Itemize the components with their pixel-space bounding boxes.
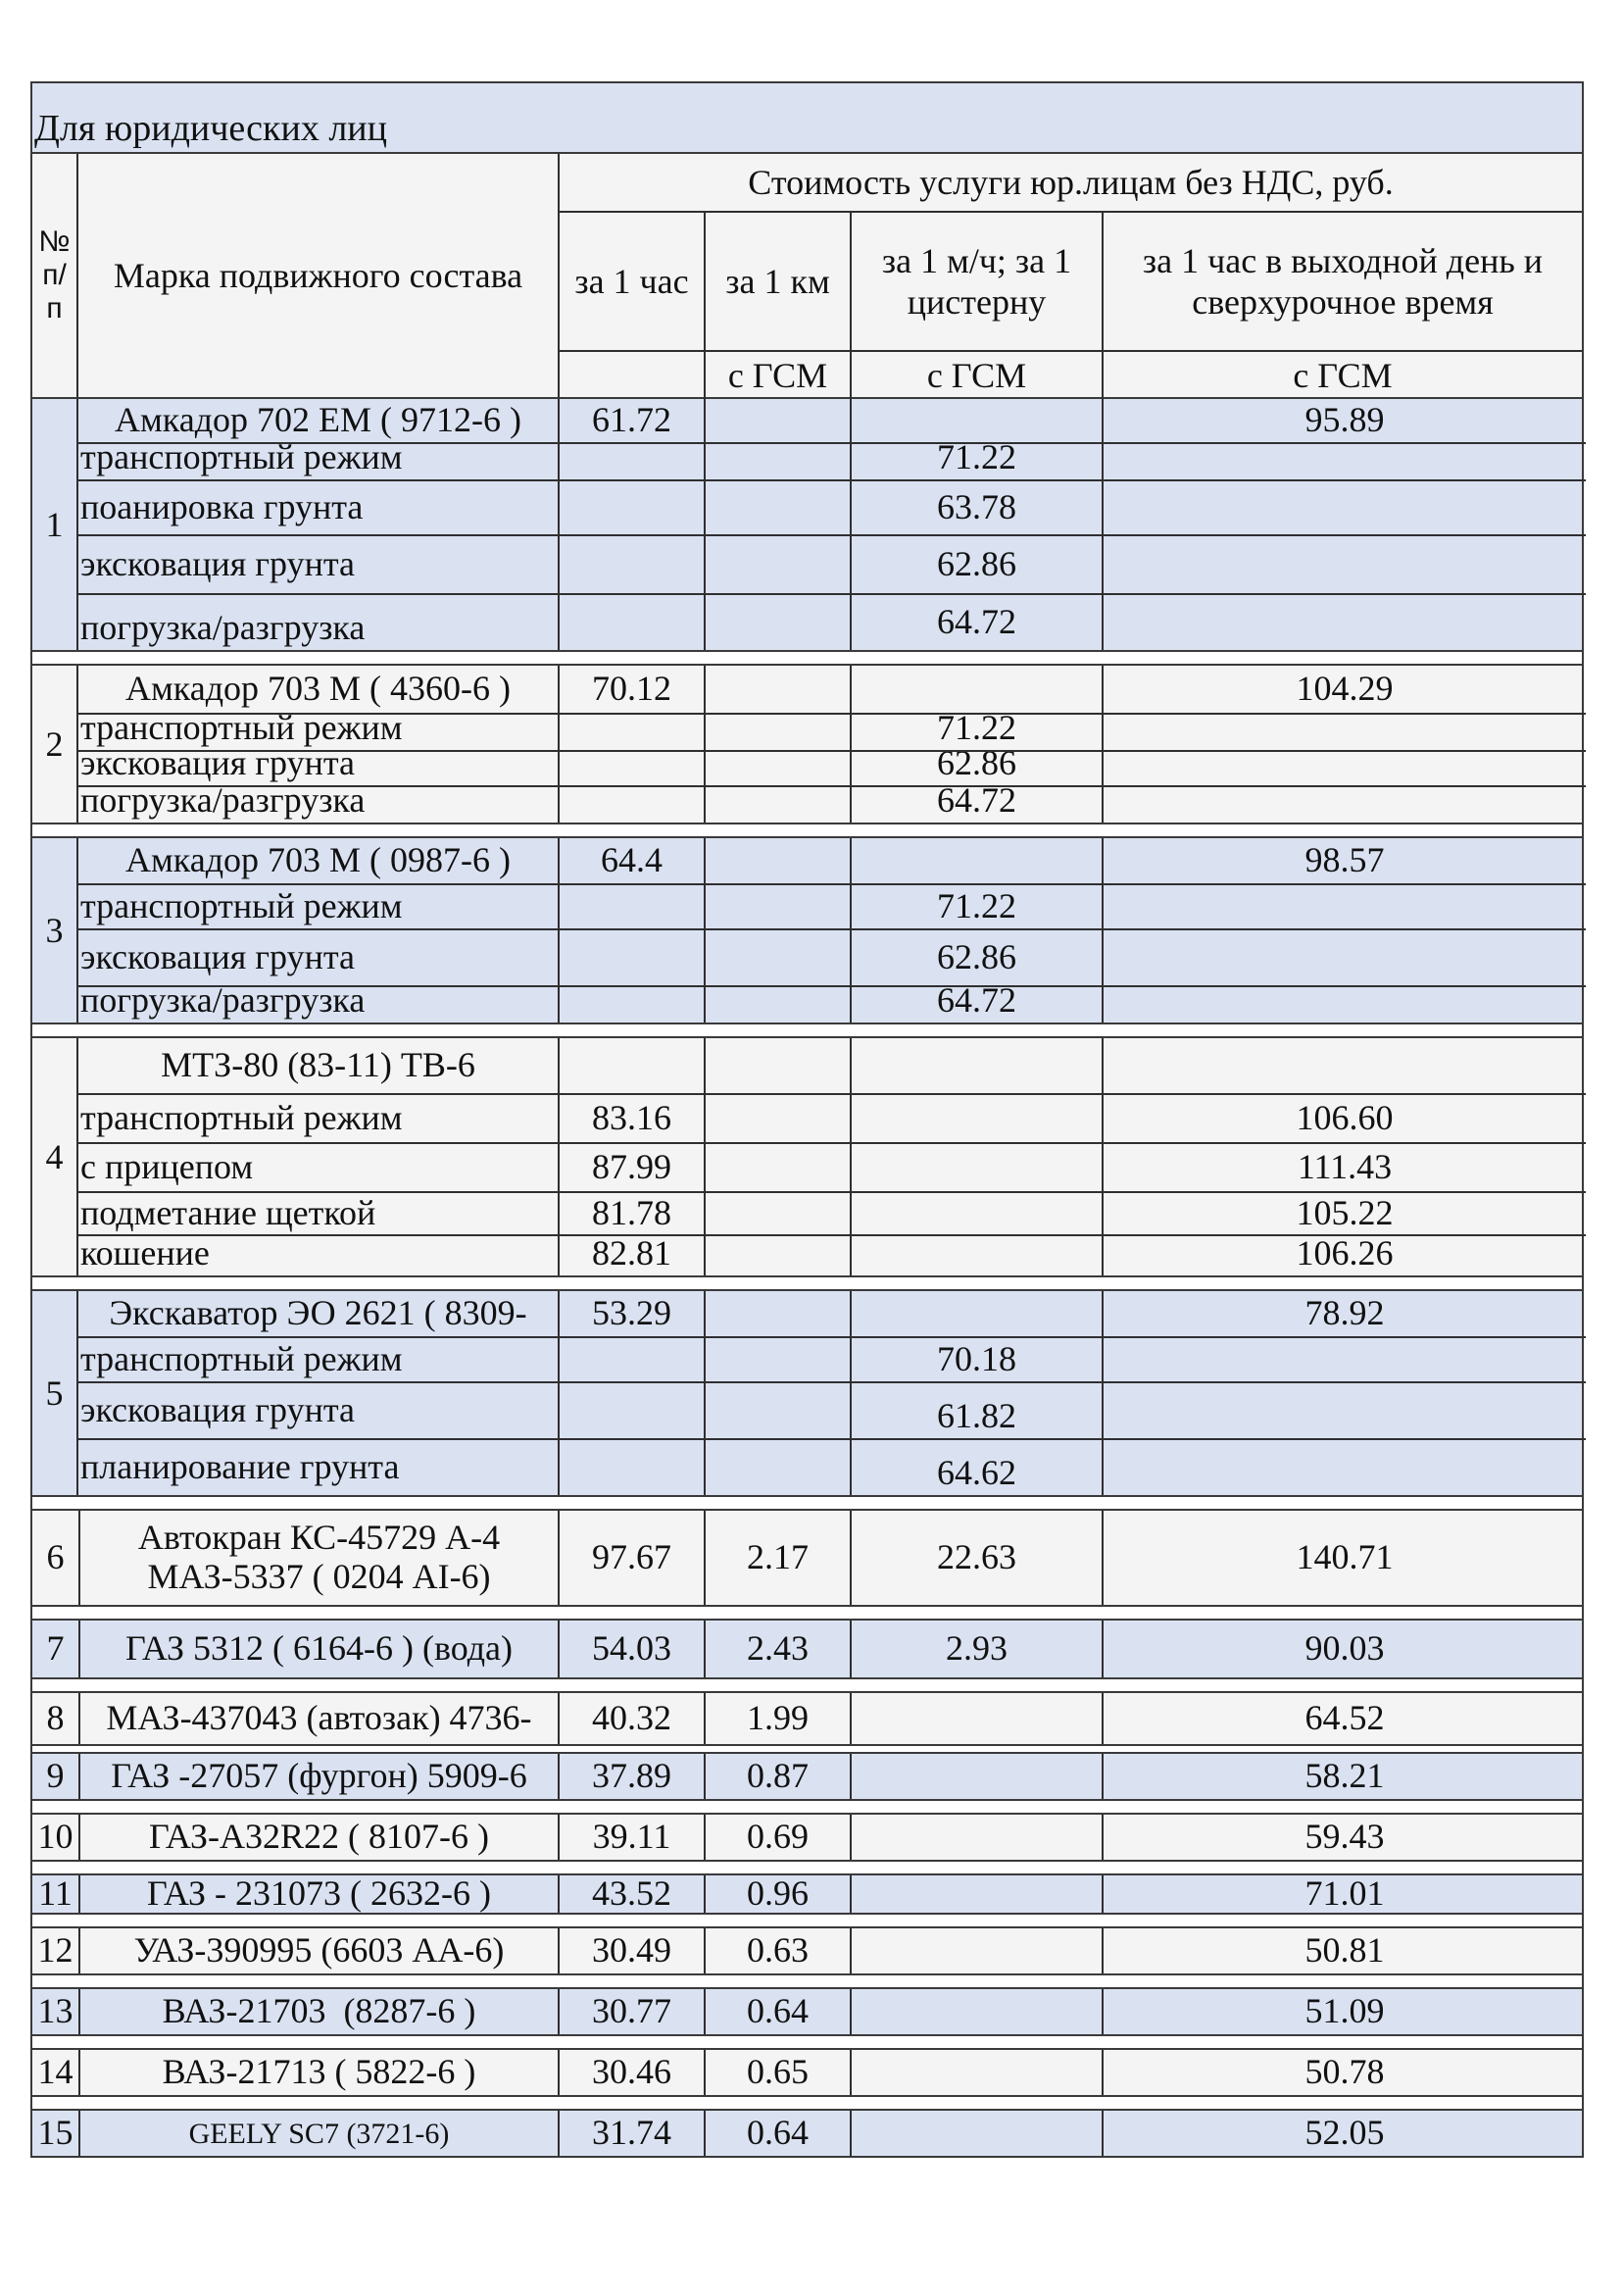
header-sub-hour	[560, 352, 706, 399]
table-row	[32, 1928, 1582, 1973]
table-row	[78, 928, 1586, 985]
weekend-cell: 50.81	[1102, 1928, 1586, 1973]
row-number: 10	[37, 1817, 74, 1857]
group-gap	[30, 2097, 1584, 2109]
km-cell: 0.69	[704, 1815, 850, 1860]
km-cell	[704, 752, 850, 785]
hour-cell: 39.11	[558, 1815, 704, 1860]
header-sub-km: с ГСМ	[706, 352, 852, 399]
table-row	[32, 1815, 1582, 1860]
group-gap	[30, 1497, 1584, 1509]
vehicle-row-15	[30, 2109, 1584, 2158]
km-cell	[704, 715, 850, 750]
table-row	[78, 985, 1586, 1023]
table-row	[32, 2050, 1582, 2095]
km-cell	[704, 838, 850, 883]
weekend-cell: 106.26	[1102, 1236, 1586, 1275]
km-cell	[704, 1144, 850, 1191]
km-cell	[704, 1193, 850, 1234]
group-gap	[30, 1679, 1584, 1691]
hour-cell	[558, 444, 704, 479]
table-row	[78, 1234, 1586, 1275]
mh-cell	[850, 1038, 1102, 1093]
hour-cell: 30.49	[558, 1928, 704, 1973]
km-cell	[704, 987, 850, 1023]
km-cell: 2.43	[704, 1621, 850, 1677]
header-col-brand: Марка подвижного состава	[78, 154, 560, 397]
table-row	[32, 1693, 1582, 1744]
km-cell: 0.96	[704, 1875, 850, 1913]
table-row	[78, 666, 1586, 713]
hour-cell: 82.81	[558, 1236, 704, 1275]
mh-cell: 62.86	[850, 536, 1102, 593]
hour-cell: 54.03	[558, 1621, 704, 1677]
brand-cell: ВАЗ-21703 (8287-6 )	[78, 1989, 558, 2034]
hour-cell	[558, 885, 704, 928]
mh-cell	[850, 1989, 1102, 2034]
hour-cell	[558, 1038, 704, 1093]
weekend-cell: 104.29	[1102, 666, 1586, 713]
group-gap	[30, 2036, 1584, 2048]
header-col-no	[32, 154, 78, 397]
mh-cell	[850, 2050, 1102, 2095]
brand-cell: УАЗ-390995 (6603 АА-6)	[78, 1928, 558, 1973]
weekend-cell: 50.78	[1102, 2050, 1586, 2095]
mh-cell	[850, 838, 1102, 883]
mode-cell: транспортный режим	[80, 715, 403, 748]
group-gap	[30, 824, 1584, 836]
table-title-band	[30, 81, 1584, 152]
mode-cell: эксковация грунта	[80, 937, 355, 977]
km-cell	[704, 1338, 850, 1381]
km-cell	[704, 1236, 850, 1275]
brand-cell: ГАЗ-А32R22 ( 8107-6 )	[78, 1815, 558, 1860]
row-number: 13	[37, 1991, 74, 2031]
weekend-cell	[1102, 1338, 1586, 1381]
mh-cell	[850, 1236, 1102, 1275]
row-number: 8	[46, 1698, 65, 1738]
mh-cell: 62.86	[850, 752, 1102, 785]
weekend-cell: 90.03	[1102, 1621, 1586, 1677]
weekend-cell	[1102, 536, 1586, 593]
km-cell	[704, 1383, 850, 1438]
table-row	[78, 479, 1586, 534]
hour-cell	[558, 752, 704, 785]
mode-cell: подметание щеткой	[80, 1193, 376, 1233]
table-row	[78, 1093, 1586, 1142]
hour-cell	[558, 1383, 704, 1438]
km-cell	[704, 930, 850, 985]
mh-cell: 64.72	[850, 787, 1102, 823]
weekend-cell: 59.43	[1102, 1815, 1586, 1860]
mode-cell: эксковация грунта	[80, 544, 355, 584]
mode-cell: погрузка/разгрузка	[80, 987, 366, 1021]
weekend-cell: 98.57	[1102, 838, 1586, 883]
hour-cell: 30.46	[558, 2050, 704, 2095]
mh-cell: 64.62	[850, 1440, 1102, 1495]
weekend-cell	[1102, 987, 1586, 1023]
mode-cell: транспортный режим	[80, 1098, 403, 1138]
table-row	[32, 1989, 1582, 2034]
mode-cell: поанировка грунта	[80, 487, 364, 527]
brand-cell: Амкадор 703 М ( 4360-6 )	[125, 669, 511, 709]
brand-cell: Амкадор 702 ЕМ ( 9712-6 )	[115, 400, 521, 440]
mh-cell	[850, 1144, 1102, 1191]
mh-cell: 63.78	[850, 481, 1102, 534]
row-number: 7	[46, 1628, 65, 1669]
group-gap	[30, 1975, 1584, 1987]
hour-cell	[558, 930, 704, 985]
km-cell	[704, 399, 850, 442]
group-gap	[30, 1607, 1584, 1619]
row-number: 12	[37, 1930, 74, 1971]
brand-cell: GEELY SC7 (3721-6)	[78, 2111, 558, 2156]
weekend-cell	[1102, 1383, 1586, 1438]
mh-cell: 2.93	[850, 1621, 1102, 1677]
header-col-km: за 1 км	[706, 213, 852, 350]
group-2	[30, 664, 1584, 824]
hour-cell: 97.67	[558, 1511, 704, 1605]
header-sub-mh: с ГСМ	[852, 352, 1104, 399]
mode-cell: планирование грунта	[80, 1447, 400, 1487]
group-4	[30, 1036, 1584, 1277]
km-cell: 2.17	[704, 1511, 850, 1605]
mh-cell: 62.86	[850, 930, 1102, 985]
table-row	[78, 785, 1586, 823]
group-number: 3	[32, 838, 78, 1023]
hour-cell: 31.74	[558, 2111, 704, 2156]
brand-cell: МАЗ-437043 (автозак) 4736-	[78, 1693, 558, 1744]
vehicle-row-12	[30, 1926, 1584, 1975]
group-gap	[30, 1801, 1584, 1813]
weekend-cell: 106.60	[1102, 1095, 1586, 1142]
weekend-cell	[1102, 481, 1586, 534]
mode-cell: транспортный режим	[80, 886, 403, 926]
weekend-cell	[1102, 787, 1586, 823]
vehicle-row-11	[30, 1873, 1584, 1915]
km-cell	[704, 1095, 850, 1142]
header-col-hour: за 1 час	[560, 213, 706, 350]
group-number: 1	[32, 399, 78, 650]
group-number: 5	[32, 1291, 78, 1495]
mode-cell: кошение	[80, 1236, 210, 1273]
mode-cell: эксковация грунта	[80, 1390, 355, 1430]
km-cell: 0.63	[704, 1928, 850, 1973]
km-cell	[704, 481, 850, 534]
vehicle-row-8	[30, 1691, 1584, 1746]
km-cell	[704, 787, 850, 823]
brand-cell: МТЗ-80 (83-11) ТВ-6	[161, 1045, 475, 1085]
km-cell: 1.99	[704, 1693, 850, 1744]
header-col-weekend: за 1 час в выходной день и сверхурочное время	[1142, 241, 1544, 322]
weekend-cell	[1102, 595, 1586, 650]
row-number: 6	[46, 1537, 65, 1577]
table-row	[78, 534, 1586, 593]
hour-cell	[558, 787, 704, 823]
table-title: Для юридических лиц	[34, 108, 387, 149]
brand-cell: ГАЗ -27057 (фургон) 5909-6	[78, 1754, 558, 1799]
table-row	[78, 750, 1586, 785]
table-row	[78, 399, 1586, 442]
mode-cell: погрузка/разгрузка	[80, 787, 366, 821]
brand-cell: Автокран КС-45729 А-4 МАЗ-5337 ( 0204 AI-6)	[78, 1511, 558, 1605]
mh-cell: 64.72	[850, 595, 1102, 650]
mode-cell: транспортный режим	[80, 1339, 403, 1379]
km-cell	[704, 1291, 850, 1336]
km-cell	[704, 595, 850, 650]
weekend-cell: 71.01	[1102, 1875, 1586, 1913]
hour-cell: 40.32	[558, 1693, 704, 1744]
table-row	[78, 1438, 1586, 1495]
vehicle-row-9	[30, 1752, 1584, 1801]
group-gap	[30, 1024, 1584, 1036]
km-cell	[704, 444, 850, 479]
price-table	[30, 81, 1584, 2158]
km-cell	[704, 536, 850, 593]
mode-cell: с прицепом	[80, 1147, 254, 1187]
group-1	[30, 399, 1584, 652]
group-gap	[30, 652, 1584, 664]
weekend-cell: 78.92	[1102, 1291, 1586, 1336]
table-row	[78, 838, 1586, 883]
mh-cell	[850, 1875, 1102, 1913]
table-row	[78, 713, 1586, 750]
brand-cell: ГАЗ - 231073 ( 2632-6 )	[78, 1875, 558, 1913]
hour-cell: 70.12	[558, 666, 704, 713]
vehicle-row-14	[30, 2048, 1584, 2097]
weekend-cell: 52.05	[1102, 2111, 1586, 2156]
km-cell: 0.64	[704, 1989, 850, 2034]
mh-cell	[850, 1095, 1102, 1142]
table-row	[78, 1291, 1586, 1336]
header-no-line-3: п	[46, 292, 63, 324]
header-no-line-2: п/	[42, 259, 67, 291]
table-row	[32, 1511, 1582, 1605]
mh-cell: 71.22	[850, 715, 1102, 750]
weekend-cell: 51.09	[1102, 1989, 1586, 2034]
mh-cell: 70.18	[850, 1338, 1102, 1381]
table-row	[32, 1754, 1582, 1799]
hour-cell: 43.52	[558, 1875, 704, 1913]
weekend-cell: 105.22	[1102, 1193, 1586, 1234]
mh-cell: 71.22	[850, 885, 1102, 928]
row-number: 9	[46, 1756, 65, 1796]
hour-cell: 64.4	[558, 838, 704, 883]
table-row	[78, 1336, 1586, 1381]
table-row	[78, 1038, 1586, 1093]
mode-cell: транспортный режим	[80, 444, 403, 477]
weekend-cell	[1102, 444, 1586, 479]
km-cell	[704, 1038, 850, 1093]
hour-cell	[558, 1338, 704, 1381]
vehicle-row-13	[30, 1987, 1584, 2036]
group-gap	[30, 1277, 1584, 1289]
row-number: 11	[38, 1875, 73, 1913]
hour-cell	[558, 1440, 704, 1495]
weekend-cell: 58.21	[1102, 1754, 1586, 1799]
brand-cell: Амкадор 703 М ( 0987-6 )	[125, 840, 511, 880]
km-cell: 0.65	[704, 2050, 850, 2095]
hour-cell: 87.99	[558, 1144, 704, 1191]
hour-cell: 53.29	[558, 1291, 704, 1336]
group-5	[30, 1289, 1584, 1497]
weekend-cell	[1102, 715, 1586, 750]
hour-cell	[558, 536, 704, 593]
group-gap	[30, 1862, 1584, 1873]
km-cell: 0.64	[704, 2111, 850, 2156]
weekend-cell	[1102, 1038, 1586, 1093]
km-cell: 0.87	[704, 1754, 850, 1799]
header-col-mh: за 1 м/ч; за 1 цистерну	[852, 213, 1104, 350]
mh-cell	[850, 1291, 1102, 1336]
hour-cell	[558, 987, 704, 1023]
vehicle-row-10	[30, 1813, 1584, 1862]
hour-cell: 37.89	[558, 1754, 704, 1799]
table-row	[78, 1191, 1586, 1234]
hour-cell: 61.72	[558, 399, 704, 442]
group-number: 4	[32, 1038, 78, 1275]
weekend-cell	[1102, 752, 1586, 785]
weekend-cell: 111.43	[1102, 1144, 1586, 1191]
mh-cell: 61.82	[850, 1383, 1102, 1438]
table-row	[78, 883, 1586, 928]
vehicle-row-7	[30, 1619, 1584, 1679]
vehicle-row-6	[30, 1509, 1584, 1607]
table-row	[78, 1142, 1586, 1191]
group-3	[30, 836, 1584, 1024]
weekend-cell	[1102, 1440, 1586, 1495]
table-row	[78, 593, 1586, 650]
table-row	[32, 1621, 1582, 1677]
weekend-cell	[1102, 930, 1586, 985]
row-number: 14	[37, 2052, 74, 2092]
table-header	[30, 152, 1584, 399]
weekend-cell: 95.89	[1102, 399, 1586, 442]
mh-cell	[850, 1693, 1102, 1744]
mh-cell	[850, 399, 1102, 442]
mode-cell: погрузка/разгрузка	[80, 608, 366, 648]
hour-cell: 83.16	[558, 1095, 704, 1142]
mh-cell	[850, 1193, 1102, 1234]
header-group-title: Стоимость услуги юр.лицам без НДС, руб.	[560, 154, 1582, 213]
table-row	[78, 1381, 1586, 1438]
hour-cell	[558, 715, 704, 750]
mh-cell	[850, 1754, 1102, 1799]
weekend-cell: 140.71	[1102, 1511, 1586, 1605]
km-cell	[704, 666, 850, 713]
brand-cell: ГАЗ 5312 ( 6164-6 ) (вода)	[78, 1621, 558, 1677]
table-row	[32, 2111, 1582, 2156]
weekend-cell	[1102, 885, 1586, 928]
mh-cell: 22.63	[850, 1511, 1102, 1605]
mh-cell	[850, 666, 1102, 713]
row-number: 15	[37, 2113, 74, 2153]
header-no-line-1: №	[38, 225, 71, 258]
hour-cell: 30.77	[558, 1989, 704, 2034]
km-cell	[704, 1440, 850, 1495]
hour-cell: 81.78	[558, 1193, 704, 1234]
mh-cell	[850, 1928, 1102, 1973]
table-row	[78, 442, 1586, 479]
mh-cell	[850, 1815, 1102, 1860]
weekend-cell: 64.52	[1102, 1693, 1586, 1744]
brand-cell: Экскаватор ЭО 2621 ( 8309-	[109, 1293, 527, 1333]
table-row	[32, 1875, 1582, 1913]
header-sub-weekend: с ГСМ	[1293, 356, 1393, 395]
brand-cell: ВАЗ-21713 ( 5822-6 )	[78, 2050, 558, 2095]
mh-cell: 71.22	[850, 444, 1102, 479]
hour-cell	[558, 595, 704, 650]
mode-cell: эксковация грунта	[80, 752, 355, 783]
group-number: 2	[32, 666, 78, 823]
mh-cell: 64.72	[850, 987, 1102, 1023]
km-cell	[704, 885, 850, 928]
group-gap	[30, 1915, 1584, 1926]
hour-cell	[558, 481, 704, 534]
mh-cell	[850, 2111, 1102, 2156]
